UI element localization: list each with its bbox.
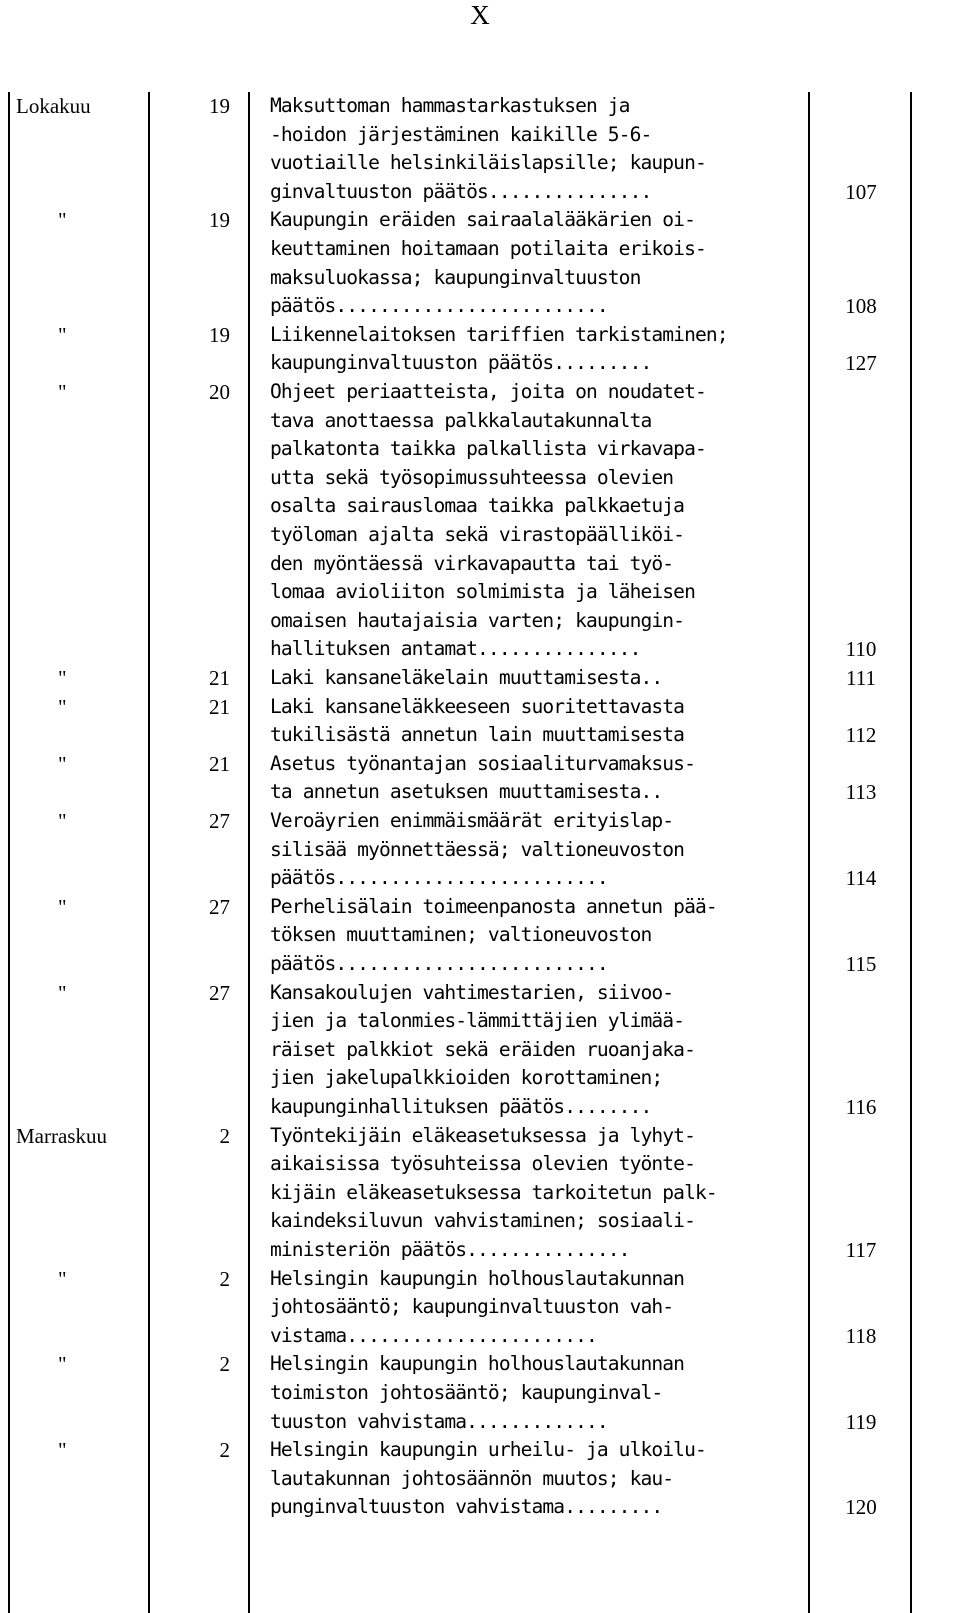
day-number: 21 <box>209 751 230 776</box>
page-reference: 108 <box>845 294 877 319</box>
month-ditto-mark: " <box>58 751 67 776</box>
description-line: vistama....................... <box>270 1323 597 1347</box>
entry-description <box>270 1265 818 1351</box>
page-reference: 111 <box>846 665 876 690</box>
index-entry <box>0 664 960 693</box>
description-line: jien jakelupalkkioiden korottaminen; <box>270 1066 663 1090</box>
entry-description <box>270 979 818 1122</box>
day-number: 27 <box>209 980 230 1005</box>
entry-description <box>270 664 818 693</box>
description-line: jien ja talonmies-lämmittäjien ylimää- <box>270 1009 685 1033</box>
description-line: Ohjeet periaatteista, joita on noudatet- <box>270 379 706 403</box>
description-line: Liikennelaitoksen tariffien tarkistaminen; <box>270 322 728 346</box>
entry-description <box>270 693 818 750</box>
index-entry <box>0 378 960 664</box>
index-entry <box>0 979 960 1122</box>
page-reference: 110 <box>845 637 877 662</box>
description-line: kaupunginvaltuuston päätös......... <box>270 351 652 375</box>
entry-description <box>270 807 818 893</box>
description-line: räiset palkkiot sekä eräiden ruoanjaka- <box>270 1037 695 1061</box>
description-line: hallituksen antamat............... <box>270 637 641 661</box>
page-reference: 115 <box>845 951 877 976</box>
day-number: 21 <box>209 694 230 719</box>
description-line: toimiston johtosääntö; kaupunginval- <box>270 1380 663 1404</box>
description-line: maksuluokassa; kaupunginvaltuuston <box>270 265 641 289</box>
month-ditto-mark: " <box>58 665 67 690</box>
description-line: työloman ajalta sekä virastopäälliköi- <box>270 522 685 546</box>
month-ditto-mark: " <box>58 980 67 1005</box>
description-line: Kaupungin eräiden sairaalalääkärien oi- <box>270 208 695 232</box>
day-number: 19 <box>209 322 230 347</box>
description-line: kaupunginhallituksen päätös........ <box>270 1094 652 1118</box>
description-line: ministeriön päätös............... <box>270 1237 630 1261</box>
description-line: osalta sairauslomaa taikka palkkaetuja <box>270 494 685 518</box>
entry-description <box>270 750 818 807</box>
day-number: 19 <box>209 94 230 118</box>
description-line: kaindeksiluvun vahvistaminen; sosiaali- <box>270 1209 695 1233</box>
description-line: lautakunnan johtosäännön muutos; kau- <box>270 1466 674 1490</box>
description-line: Veroäyrien enimmäismäärät erityislap- <box>270 808 674 832</box>
description-line: Maksuttoman hammastarkastuksen ja <box>270 94 630 117</box>
page-reference: 120 <box>845 1495 877 1520</box>
description-line: palkatonta taikka palkallista virkavapa- <box>270 437 706 461</box>
index-table <box>0 92 960 1522</box>
page-reference: 118 <box>845 1323 877 1348</box>
month-ditto-mark: " <box>58 1352 67 1377</box>
description-line: tava anottaessa palkkalautakunnalta <box>270 408 652 432</box>
description-line: omaisen hautajaisia varten; kaupungin- <box>270 608 685 632</box>
description-line: Työntekijäin eläkeasetuksessa ja lyhyt- <box>270 1123 695 1147</box>
description-line: ginvaltuuston päätös............... <box>270 179 652 203</box>
index-entry <box>0 1265 960 1351</box>
day-number: 19 <box>209 208 230 233</box>
description-line: lomaa avioliiton solmimista ja läheisen <box>270 580 695 604</box>
description-line: Asetus työnantajan sosiaaliturvamaksus- <box>270 751 695 775</box>
description-line: tukilisästä annetun lain muuttamisesta <box>270 723 685 747</box>
entry-description <box>270 1350 818 1436</box>
entry-description <box>270 1436 818 1522</box>
index-entry <box>0 893 960 979</box>
index-entry <box>0 321 960 378</box>
month-ditto-mark: " <box>58 379 67 404</box>
description-line: Helsingin kaupungin holhouslautakunnan <box>270 1352 685 1376</box>
description-line: töksen muuttaminen; valtioneuvoston <box>270 923 652 947</box>
page-reference: 127 <box>845 351 877 376</box>
month-ditto-mark: " <box>58 894 67 919</box>
page-number: X <box>470 0 490 30</box>
month-ditto-mark: " <box>58 322 67 347</box>
entry-description <box>270 893 818 979</box>
description-line: Laki kansaneläkkeeseen suoritettavasta <box>270 694 685 718</box>
day-number: 20 <box>209 379 230 404</box>
description-line: utta sekä työsopimussuhteessa olevien <box>270 465 674 489</box>
index-entry <box>0 1122 960 1265</box>
month-ditto-mark: " <box>58 694 67 719</box>
index-entry <box>0 750 960 807</box>
day-number: 27 <box>209 894 230 919</box>
description-line: silisää myönnettäessä; valtioneuvoston <box>270 837 685 861</box>
entry-description <box>270 92 818 206</box>
day-number: 2 <box>219 1352 230 1377</box>
description-line: johtosääntö; kaupunginvaltuuston vah- <box>270 1295 674 1319</box>
index-entry <box>0 807 960 893</box>
description-line: päätös......................... <box>270 294 608 318</box>
entry-description <box>270 321 818 378</box>
description-line: -hoidon järjestäminen kaikille 5-6- <box>270 122 652 146</box>
day-number: 21 <box>209 665 230 690</box>
month-ditto-mark: " <box>58 208 67 233</box>
index-entry <box>0 1436 960 1522</box>
entry-description <box>270 206 818 320</box>
page-reference: 119 <box>845 1409 877 1434</box>
description-line: Helsingin kaupungin holhouslautakunnan <box>270 1266 685 1290</box>
month-label: Lokakuu <box>16 94 91 118</box>
page-reference: 117 <box>845 1237 877 1262</box>
month-ditto-mark: " <box>58 1266 67 1291</box>
day-number: 2 <box>219 1266 230 1291</box>
description-line: tuuston vahvistama............. <box>270 1409 608 1433</box>
page-reference: 114 <box>845 866 877 891</box>
description-line: Perhelisälain toimeenpanosta annetun pää- <box>270 894 717 918</box>
page-reference: 112 <box>845 723 877 748</box>
description-line: Laki kansaneläkelain muuttamisesta.. <box>270 665 663 689</box>
description-line: kijäin eläkeasetuksessa tarkoitetun palk- <box>270 1180 717 1204</box>
description-line: den myöntäessä virkavapautta tai työ- <box>270 551 674 575</box>
index-entry <box>0 206 960 320</box>
entry-description <box>270 1122 818 1265</box>
description-line: keuttaminen hoitamaan potilaita erikois- <box>270 236 706 260</box>
description-line: päätös......................... <box>270 951 608 975</box>
description-line: päätös......................... <box>270 866 608 890</box>
month-ditto-mark: " <box>58 1438 67 1463</box>
description-line: vuotiaille helsinkiläislapsille; kaupun- <box>270 151 706 175</box>
page-reference: 116 <box>845 1094 877 1119</box>
day-number: 2 <box>219 1123 230 1148</box>
description-line: Helsingin kaupungin urheilu- ja ulkoilu- <box>270 1438 706 1462</box>
month-ditto-mark: " <box>58 808 67 833</box>
index-entry <box>0 92 960 206</box>
page-reference: 113 <box>845 780 877 805</box>
description-line: Kansakoulujen vahtimestarien, siivoo- <box>270 980 674 1004</box>
page-reference: 107 <box>845 179 877 204</box>
entry-description <box>270 378 818 664</box>
month-label: Marraskuu <box>16 1123 107 1148</box>
description-line: aikaisissa työsuhteissa olevien työnte- <box>270 1152 695 1176</box>
index-entry <box>0 693 960 750</box>
day-number: 2 <box>219 1438 230 1463</box>
description-line: punginvaltuuston vahvistama......... <box>270 1495 663 1519</box>
description-line: ta annetun asetuksen muuttamisesta.. <box>270 780 663 804</box>
day-number: 27 <box>209 808 230 833</box>
index-entry <box>0 1350 960 1436</box>
